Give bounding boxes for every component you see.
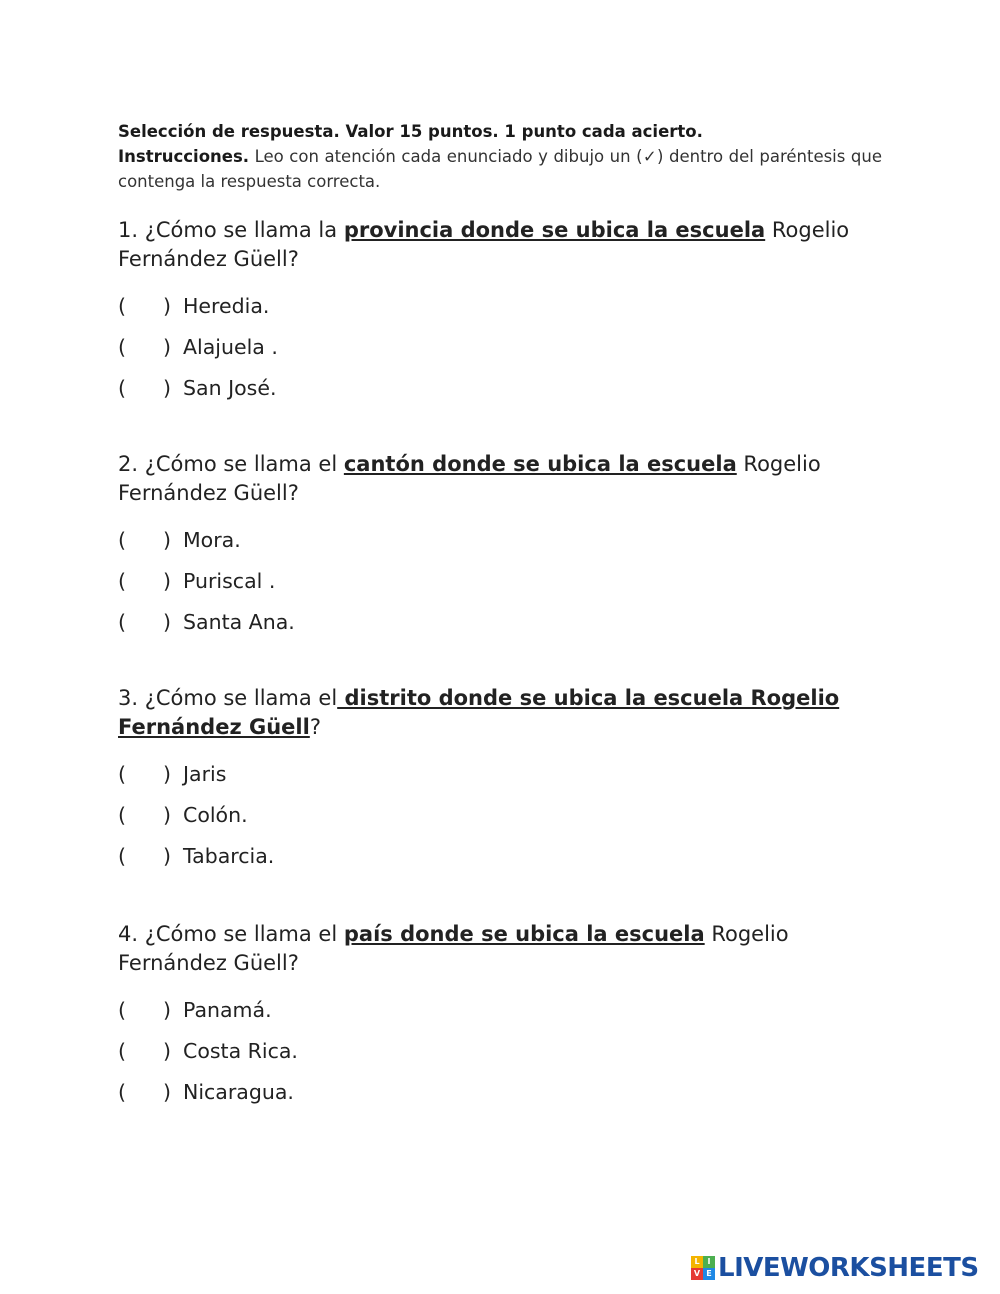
question-text: 3. ¿Cómo se llama el distrito donde se ubica la escuela Rogelio Fernández Güell? [118, 686, 840, 739]
liveworksheets-logo [691, 1253, 979, 1283]
option-label: Panamá. [183, 997, 272, 1022]
worksheet [118, 119, 882, 1104]
checkbox-open-paren[interactable]: ( [118, 375, 126, 400]
checkbox-close-paren: ) [163, 527, 171, 552]
checkbox-open-paren[interactable]: ( [118, 527, 126, 552]
answer-option[interactable] [118, 601, 882, 642]
checkbox-open-paren[interactable]: ( [118, 761, 126, 786]
question-text: 4. ¿Cómo se llama el país donde se ubica la escuela Rogelio Fernández Güell? [118, 922, 789, 975]
answer-option[interactable] [118, 326, 882, 367]
option-label: Alajuela . [183, 334, 278, 359]
checkbox-open-paren[interactable]: ( [118, 568, 126, 593]
option-label: Nicaragua. [183, 1079, 294, 1104]
answer-option[interactable] [118, 367, 882, 408]
question-emphasis: país donde se ubica la escuela [343, 922, 705, 946]
instructions-label: Instrucciones. [118, 147, 250, 166]
checkbox-open-paren[interactable]: ( [118, 843, 126, 868]
question-emphasis: cantón donde se ubica la escuela [343, 452, 737, 476]
checkbox-open-paren[interactable]: ( [118, 802, 126, 827]
logo-text: LIVEWORKSHEETS [718, 1253, 979, 1283]
answer-option[interactable] [118, 753, 882, 794]
answer-option[interactable] [118, 1030, 882, 1071]
answer-option[interactable] [118, 1071, 882, 1112]
instructions-text: Leo con atención cada enunciado y dibujo un (✓) dentro del paréntesis que contenga la respuesta correcta. [118, 147, 882, 191]
instructions [118, 144, 882, 194]
answer-option[interactable] [118, 835, 882, 876]
option-label: Costa Rica. [183, 1038, 298, 1063]
logo-mark-letter: E [703, 1268, 715, 1280]
logo-icon [691, 1256, 715, 1280]
checkbox-open-paren[interactable]: ( [118, 1038, 126, 1063]
answer-option[interactable] [118, 794, 882, 835]
question-1 [118, 216, 882, 408]
checkbox-close-paren: ) [163, 843, 171, 868]
checkbox-close-paren: ) [163, 609, 171, 634]
checkbox-close-paren: ) [163, 802, 171, 827]
checkbox-close-paren: ) [163, 1038, 171, 1063]
checkbox-close-paren: ) [163, 293, 171, 318]
checkbox-close-paren: ) [163, 997, 171, 1022]
question-emphasis: distrito donde se ubica la escuela Rogelio Fernández Güell [118, 686, 840, 739]
option-label: San José. [183, 375, 277, 400]
answer-option[interactable] [118, 285, 882, 326]
checkbox-open-paren[interactable]: ( [118, 997, 126, 1022]
checkbox-close-paren: ) [163, 761, 171, 786]
logo-mark-letter: V [691, 1268, 703, 1280]
checkbox-close-paren: ) [163, 1079, 171, 1104]
answer-option[interactable] [118, 560, 882, 601]
checkbox-open-paren[interactable]: ( [118, 334, 126, 359]
checkbox-open-paren[interactable]: ( [118, 609, 126, 634]
answer-option[interactable] [118, 989, 882, 1030]
checkbox-close-paren: ) [163, 568, 171, 593]
section-title: Selección de respuesta. Valor 15 puntos. 1 punto cada acierto. [118, 122, 703, 141]
checkbox-close-paren: ) [163, 334, 171, 359]
answer-option[interactable] [118, 519, 882, 560]
option-label: Tabarcia. [183, 843, 275, 868]
question-text: 1. ¿Cómo se llama la provincia donde se ubica la escuela Rogelio Fernández Güell? [118, 218, 850, 271]
option-label: Mora. [183, 527, 241, 552]
logo-mark-letter: L [691, 1256, 703, 1268]
checkbox-close-paren: ) [163, 375, 171, 400]
checkbox-open-paren[interactable]: ( [118, 293, 126, 318]
option-label: Puriscal . [183, 568, 276, 593]
question-4 [118, 920, 882, 1112]
question-2 [118, 450, 882, 642]
question-3 [118, 684, 882, 876]
option-label: Jaris [183, 761, 227, 786]
logo-mark-letter: I [703, 1256, 715, 1268]
option-label: Heredia. [183, 293, 270, 318]
question-text: 2. ¿Cómo se llama el cantón donde se ubica la escuela Rogelio Fernández Güell? [118, 452, 821, 505]
option-label: Colón. [183, 802, 248, 827]
question-emphasis: provincia donde se ubica la escuela [343, 218, 766, 242]
option-label: Santa Ana. [183, 609, 295, 634]
checkbox-open-paren[interactable]: ( [118, 1079, 126, 1104]
